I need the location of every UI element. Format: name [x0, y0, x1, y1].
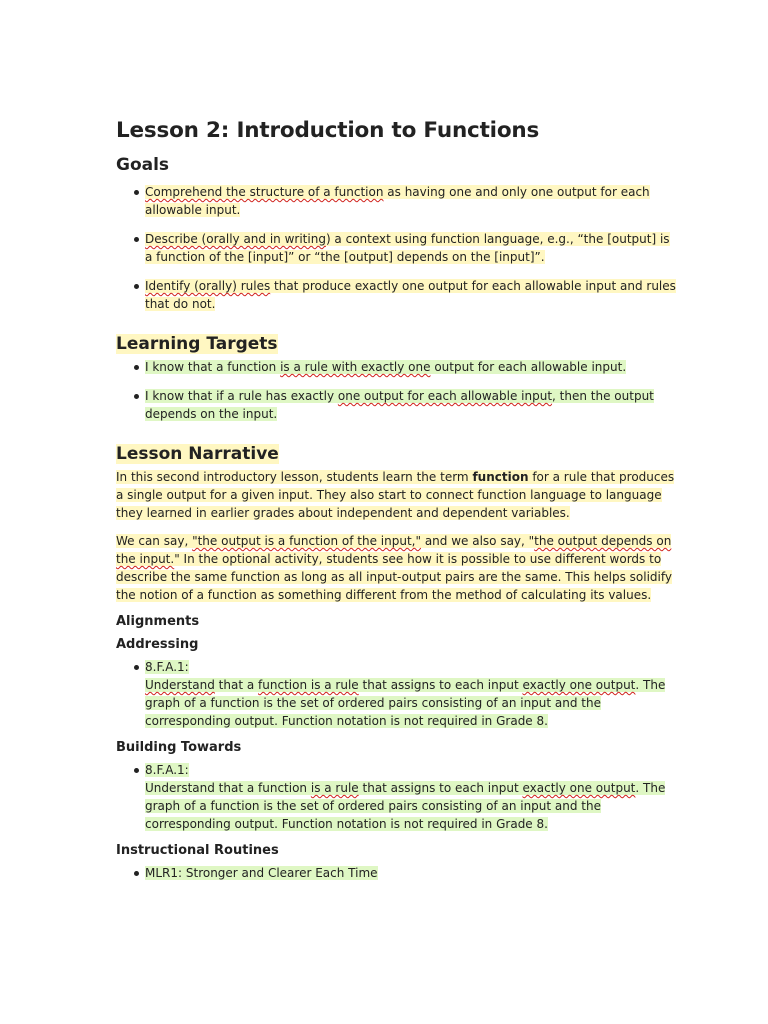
building-list	[116, 761, 676, 833]
addressing-list	[116, 658, 676, 730]
narrative-paragraph: In this second introductory lesson, students learn the term function for a rule that produces a single output for a given input. They also start to connect function language to language they learned in earlier grades about independent and dependent variables.	[116, 470, 675, 520]
routines-list	[116, 864, 676, 882]
target-item: I know that if a rule has exactly one output for each allowable input, then the output depends on the input.	[116, 387, 676, 423]
goals-heading: Goals	[116, 155, 170, 175]
learning-targets-heading: Learning Targets	[116, 334, 278, 354]
targets-list	[116, 358, 676, 423]
goal-item: Comprehend the structure of a function as having one and only one output for each allowable input.	[116, 183, 676, 219]
routine-item: MLR1: Stronger and Clearer Each Time	[116, 864, 676, 882]
instructional-routines-heading: Instructional Routines	[116, 843, 279, 858]
alignments-heading: Alignments	[116, 614, 200, 629]
standard-item: 8.F.A.1: Understand that a function is a rule that assigns to each input exactly one output. The graph of a function is the set of ordered pairs consisting of an input and the corresponding output. Function notation is not required in Grade 8.	[116, 761, 676, 833]
goals-list	[116, 183, 676, 313]
standard-item: 8.F.A.1: Understand that a function is a rule that assigns to each input exactly one output. The graph of a function is the set of ordered pairs consisting of an input and the corresponding output. Function notation is not required in Grade 8.	[116, 658, 676, 730]
building-towards-heading: Building Towards	[116, 740, 242, 755]
goal-item: Describe (orally and in writing) a context using function language, e.g., “the [output] is a function of the [input]” or “the [output] depends on the [input]”.	[116, 230, 676, 266]
goal-item: Identify (orally) rules that produce exactly one output for each allowable input and rules that do not.	[116, 277, 676, 313]
target-item: I know that a function is a rule with exactly one output for each allowable input.	[116, 358, 676, 376]
page-title: Lesson 2: Introduction to Functions	[116, 118, 540, 143]
lesson-narrative	[116, 434, 676, 604]
standard-code: 8.F.A.1:	[145, 660, 189, 674]
addressing-heading: Addressing	[116, 637, 199, 652]
standard-code: 8.F.A.1:	[145, 763, 189, 777]
narrative-paragraph: We can say, "the output is a function of the input," and we also say, "the output depends on the input." In the optional activity, students see how it is possible to use different words to describe the same function as long as all input-output pairs are the same. This helps solidify the notion of a function as something different from the method of calculating its values.	[116, 534, 672, 602]
lesson-narrative-heading: Lesson Narrative	[116, 444, 279, 464]
